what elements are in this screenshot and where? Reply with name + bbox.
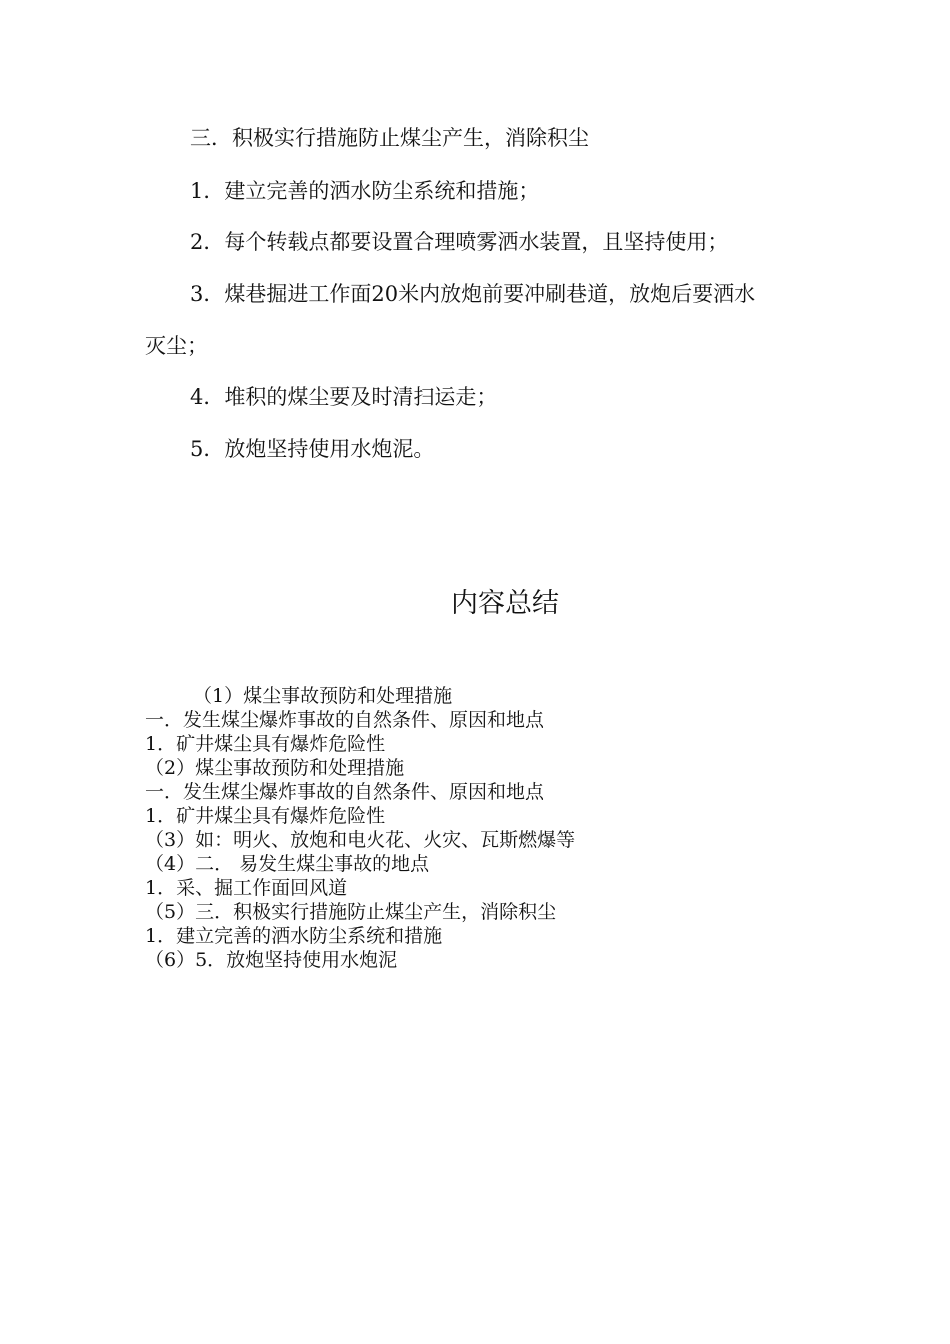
measure-item-3-continued: 灭尘； <box>145 334 208 358</box>
summary-line: （5）三．积极实行措施防止煤尘产生，消除积尘 <box>145 901 557 923</box>
summary-line: （2）煤尘事故预防和处理措施 <box>145 757 405 779</box>
summary-line: 一．发生煤尘爆炸事故的自然条件、原因和地点 <box>145 781 545 803</box>
summary-title: 内容总结 <box>451 588 559 619</box>
summary-line: 一．发生煤尘爆炸事故的自然条件、原因和地点 <box>145 709 545 731</box>
summary-line: 1．建立完善的洒水防尘系统和措施 <box>145 925 443 947</box>
summary-line: （1）煤尘事故预防和处理措施 <box>193 685 453 707</box>
measure-item-3: 3．煤巷掘进工作面20米内放炮前要冲刷巷道，放炮后要洒水 <box>190 282 756 306</box>
summary-line: （4）二． 易发生煤尘事故的地点 <box>145 853 430 875</box>
section-heading-three: 三．积极实行措施防止煤尘产生，消除积尘 <box>190 126 589 150</box>
summary-line: （3）如：明火、放炮和电火花、火灾、瓦斯燃爆等 <box>145 829 576 851</box>
measure-item-2: 2．每个转载点都要设置合理喷雾洒水装置，且坚持使用； <box>190 230 729 254</box>
measure-item-4: 4．堆积的煤尘要及时清扫运走； <box>190 385 498 409</box>
summary-line: 1．矿井煤尘具有爆炸危险性 <box>145 805 386 827</box>
summary-list <box>145 684 905 972</box>
summary-line: （6）5．放炮坚持使用水炮泥 <box>145 949 398 971</box>
summary-line: 1．矿井煤尘具有爆炸危险性 <box>145 733 386 755</box>
measure-item-1: 1．建立完善的洒水防尘系统和措施； <box>190 179 540 203</box>
measure-item-5: 5．放炮坚持使用水炮泥。 <box>190 437 435 461</box>
summary-line: 1．采、掘工作面回风道 <box>145 877 348 899</box>
